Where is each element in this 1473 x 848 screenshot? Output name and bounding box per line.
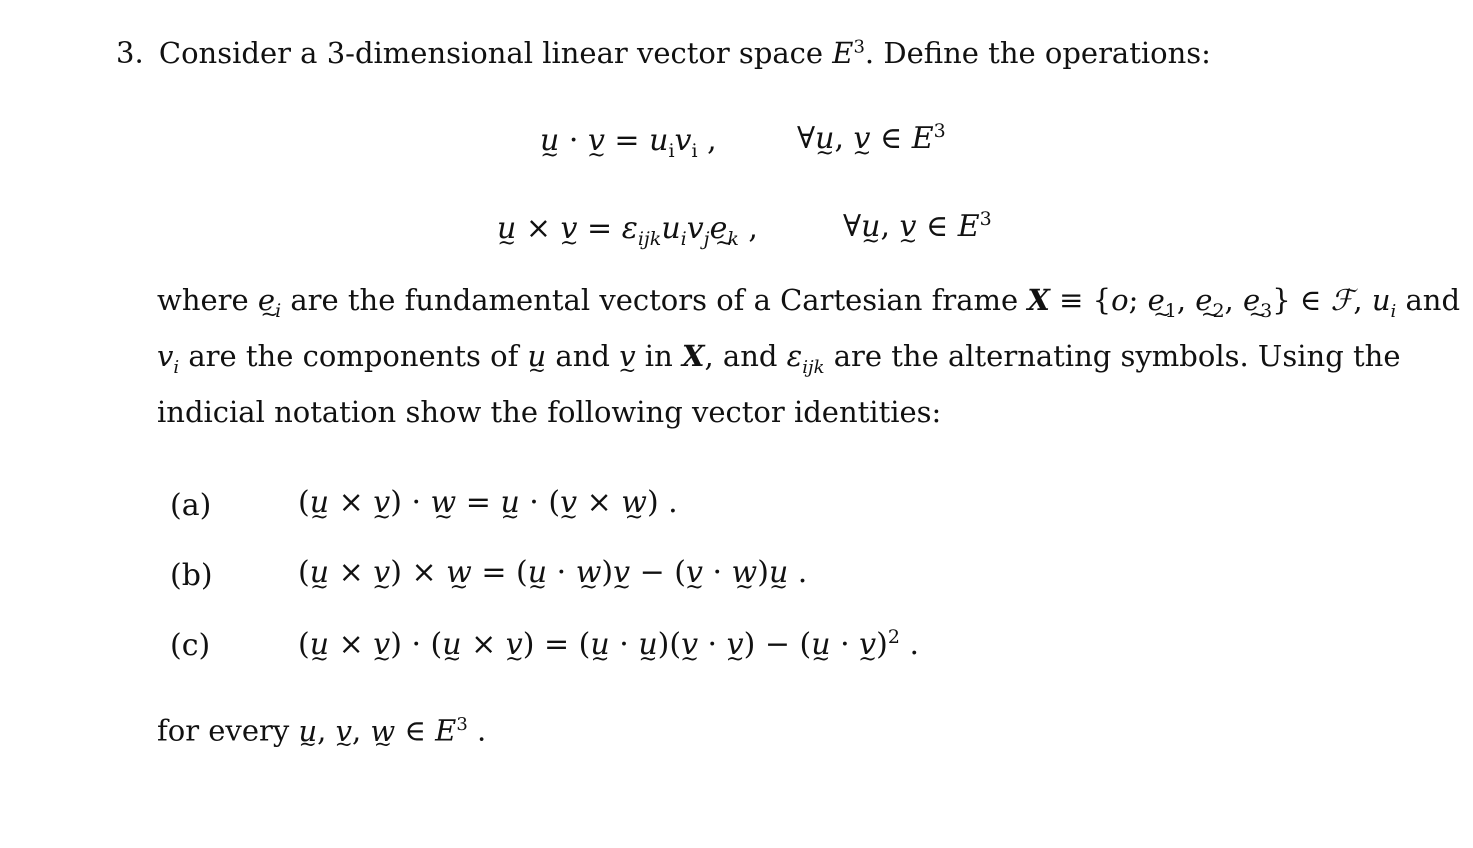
identity-c-formula: (u ~ × v ~) · (u ~ × v ~) = (u ~ · u ~)(v ~ · v ~) − (u ~ · v ~)$^2$ .: [298, 628, 919, 660]
problem-intro: Consider a 3-dimensional linear vector space $E^3$. Define the operations:: [158, 35, 1211, 70]
closing-line: for every u ~, v ~, w ~ ∈ $E^3$ .: [157, 716, 486, 746]
dot-product-quantifier: ∀u ~, v ~ ∈ $E^3$: [797, 122, 946, 154]
identity-a-label: (a): [170, 488, 212, 523]
identity-c-label: (c): [170, 628, 211, 663]
paragraph-line-1: where $e_i$ ~ are the fundamental vectors of a Cartesian frame X ≡ {o; $e_1$ ~, $e_2$ ~, $e_3$ ~} ∈ ℱ, $u_i$ and: [157, 286, 1460, 321]
cross-product-formula: u ~ × v ~ = $\varepsilon_{ijk}u_iv_je_k$ ~ ,: [497, 214, 758, 249]
cross-product-quantifier: ∀u ~, v ~ ∈ $E^3$: [843, 210, 992, 242]
dot-product-formula: u ~ · v ~ = $u_iv_i$ ,: [540, 126, 717, 161]
paragraph-line-3: indicial notation show the following vector identities:: [157, 395, 942, 429]
problem-heading: [116, 35, 1211, 70]
identity-b-label: (b): [170, 558, 213, 593]
problem-number: 3.: [116, 35, 144, 70]
identity-a-formula: (u ~ × v ~) · w ~ = u ~ · (v ~ × w ~) .: [298, 488, 678, 518]
paragraph-line-2: $v_i$ are the components of u ~ and v ~ in X, and $\varepsilon_{ijk}$ are the alternating symbols. Using the: [157, 342, 1400, 377]
identity-b-formula: (u ~ × v ~) × w ~ = (u ~ · w ~)v ~ − (v ~ · w ~)u ~ .: [298, 558, 807, 588]
